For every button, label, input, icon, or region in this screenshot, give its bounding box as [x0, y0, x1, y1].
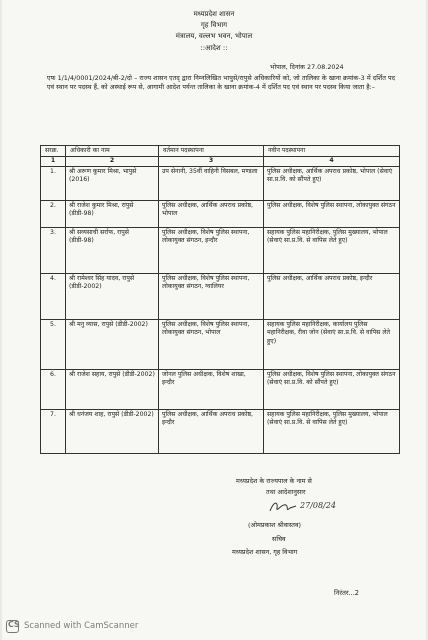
- row-current-posting: उप सेनानी, 35वीं वाहिनी विसबल, मण्डला: [159, 166, 264, 200]
- row-officer-name: श्री धनंजय शाह, रापुसे (डीडी-2002): [66, 409, 159, 453]
- camscanner-watermark: [2, 620, 202, 634]
- table-header-row: [41, 146, 400, 157]
- table-row: [41, 319, 400, 369]
- signatory-designation: सचिव: [272, 535, 286, 543]
- table-row: [41, 409, 400, 453]
- continued-marker: निरंतर...2: [334, 589, 360, 597]
- header-sno: सरक्र.: [41, 146, 66, 157]
- row-sno: 1.: [41, 166, 66, 200]
- signature-date: 27/08/24: [300, 501, 336, 510]
- signatory-department: मध्यप्रदेश शासन, गृह विभाग: [232, 548, 298, 556]
- table-row: [41, 166, 400, 200]
- camscanner-logo-icon: CS: [6, 620, 19, 633]
- order-text: एफ 1/1/4/0001/2024/बी-2/दो – राज्य शासन एतद् द्वारा निम्नलिखित भापुसे/रापुसे अधिकारियों को, जो तालिका के खाना क्रमांक-3 में दर्शित पद एवं स्थान पर पदस्थ हैं, को अस्थाई रूप से, आगामी आदेश पर्यन्त तालिका के खाना क्रमांक-4 में दर्शित पद एवं स्थान पर पदस्थ किया जाता है:–: [47, 74, 395, 92]
- row-current-posting: पुलिस अधीक्षक, विशेष पुलिस स्थापना, लोकायुक्त संगठन, इन्दौर: [159, 227, 264, 273]
- row-sno: 4.: [41, 273, 66, 319]
- row-sno: 5.: [41, 319, 66, 369]
- row-sno: 7.: [41, 409, 66, 453]
- row-officer-name: श्री अरूण कुमार मिश्रा, भापुसे (2016): [66, 166, 159, 200]
- department-name: गृह विभाग: [200, 21, 228, 29]
- row-sno: 2.: [41, 200, 66, 227]
- header-current-posting: वर्तमान पदस्थापना: [159, 146, 264, 157]
- row-new-posting: पुलिस अधीक्षक, आर्थिक अपराध प्रकोष्ठ, भोपाल (सेवाएं सा.प्र.वि. को सौंपते हुए): [264, 166, 400, 200]
- camscanner-text: Scanned with CamScanner: [24, 621, 139, 631]
- header-officer-name: अधिकारी का नाम: [66, 146, 159, 157]
- closing-line-governor: मध्यप्रदेश के राज्यपाल के नाम से: [236, 477, 312, 485]
- row-new-posting: पुलिस अधीक्षक, विशेष पुलिस स्थापना, लोकायुक्त संगठन: [264, 200, 400, 227]
- row-new-posting: पुलिस अधीक्षक, विशेष पुलिस स्थापना, लोकायुक्त संगठन (सेवाएं सा.प्र.वि. को सौंपते हुए): [264, 369, 400, 409]
- transfer-table: [40, 145, 400, 454]
- header-new-posting: नवीन पदस्थापना: [264, 146, 400, 157]
- office-address: मंत्रालय, वल्लभ भवन, भोपाल: [175, 32, 253, 40]
- row-current-posting: पुलिस अधीक्षक, आर्थिक अपराध प्रकोष्ठ, भोपाल: [159, 200, 264, 227]
- closing-line-order: तथा आदेशानुसार: [266, 488, 306, 496]
- table-row: [41, 200, 400, 227]
- signature-scrawl: [268, 499, 302, 515]
- row-new-posting: सहायक पुलिस महानिरीक्षक, कार्यालय पुलिस महानिरीक्षक, रीवा जोन (सेवाएं सा.प्र.वि. से वापिस लेते हुए): [264, 319, 400, 369]
- row-current-posting: पुलिस अधीक्षक, विशेष पुलिस स्थापना, लोकायुक्त संगठन, ग्वालियर: [159, 273, 264, 319]
- col-number: 2: [66, 157, 159, 166]
- row-officer-name: श्री मनु व्यास, रापुसे (डीडी-2002): [66, 319, 159, 369]
- row-current-posting: पुलिस अधीक्षक, आर्थिक अपराध प्रकोष्ठ, इन्दौर: [159, 409, 264, 453]
- col-number: 1: [41, 157, 66, 166]
- table-row: [41, 227, 400, 273]
- col-number: 4: [264, 157, 400, 166]
- table-row: [41, 273, 400, 319]
- row-new-posting: सहायक पुलिस महानिरीक्षक, पुलिस मुख्यालय, भोपाल (सेवाएं सा.प्र.वि. से वापिस लेते हुए): [264, 409, 400, 453]
- signatory-name: (ओमप्रकाश श्रीवास्तव): [248, 521, 301, 529]
- row-new-posting: सहायक पुलिस महानिरीक्षक, पुलिस मुख्यालय, भोपाल (सेवाएं सा.प्र.वि. से वापिस लेते हुए): [264, 227, 400, 273]
- order-heading: ::आदेश ::: [200, 44, 228, 52]
- row-current-posting: जोनल पुलिस अधीक्षक, विशेष शाखा, इन्दौर: [159, 369, 264, 409]
- column-number-row: [41, 157, 400, 166]
- col-number: 3: [159, 157, 264, 166]
- row-sno: 3.: [41, 227, 66, 273]
- row-officer-name: श्री राजेश कुमार मिश्रा, रापुसे (डीडी-98): [66, 200, 159, 227]
- row-current-posting: पुलिस अधीक्षक, विशेष पुलिस स्थापना, लोकायुक्त संगठन, भोपाल: [159, 319, 264, 369]
- row-sno: 6.: [41, 369, 66, 409]
- place-date: भोपाल, दिनांक 27.08.2024: [270, 63, 344, 71]
- table-row: [41, 369, 400, 409]
- row-officer-name: श्री रामेश्वर सिंह यादव, रापुसे (डीडी-2002): [66, 273, 159, 319]
- row-officer-name: श्री राजेश सहाय, रापुसे (डीडी-2002): [66, 369, 159, 409]
- row-new-posting: पुलिस अधीक्षक, आर्थिक अपराध प्रकोष्ठ, इन्दौर: [264, 273, 400, 319]
- row-officer-name: श्री सव्यसाची सर्राफ, रापुसे (डीडी-98): [66, 227, 159, 273]
- govt-name: मध्यप्रदेश शासन: [193, 10, 235, 18]
